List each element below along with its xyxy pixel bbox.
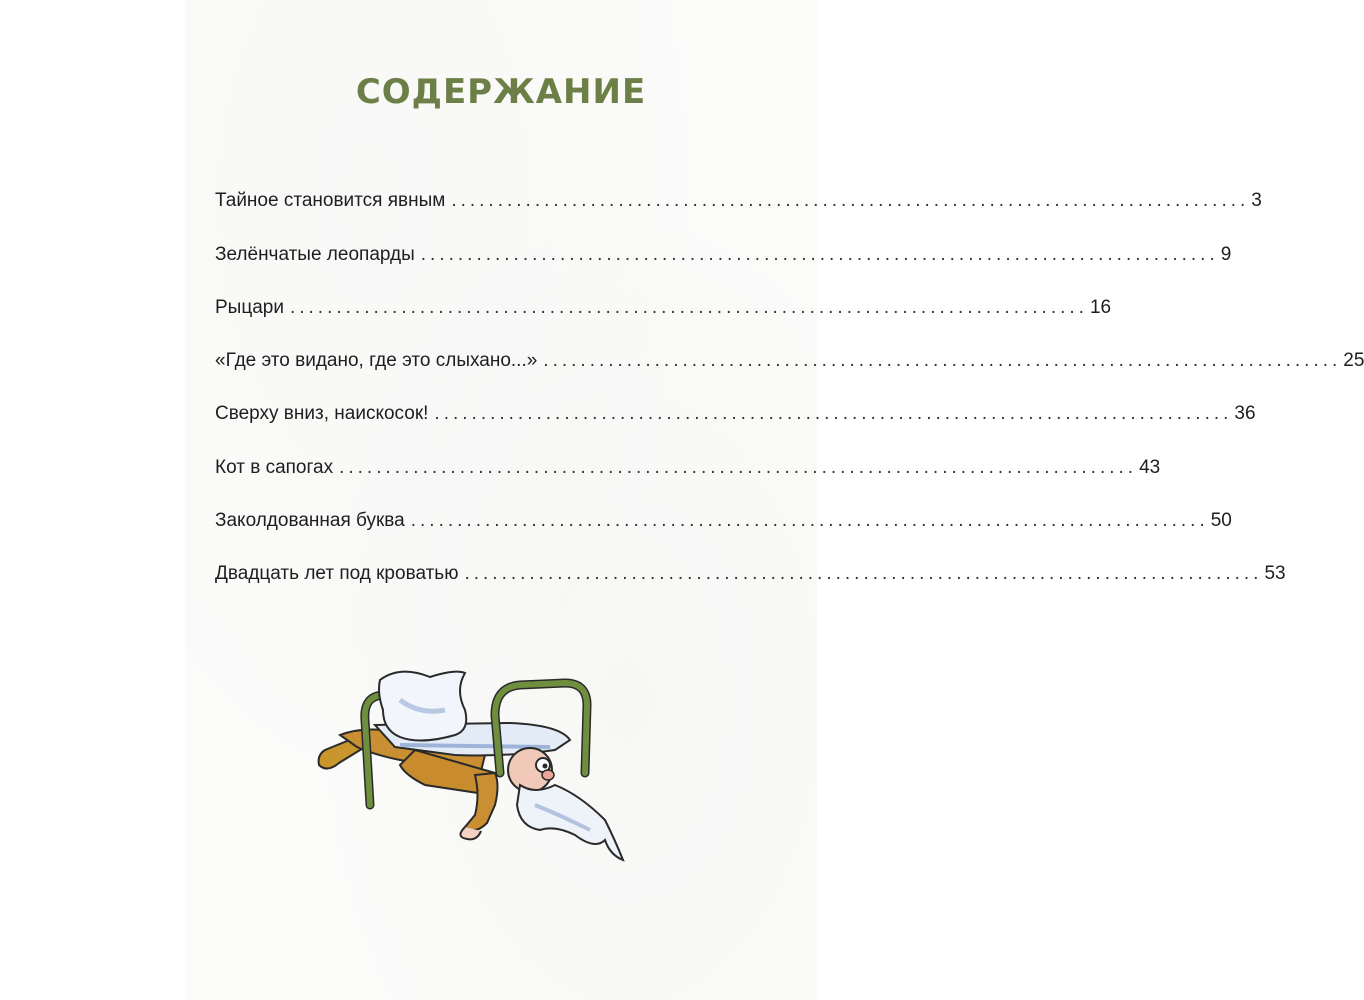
- toc-entry: [215, 510, 1232, 550]
- toc-entry-page: 43: [1139, 457, 1161, 478]
- toc-entry-title: Заколдованная буква: [215, 510, 405, 531]
- toc-entry: [215, 403, 1256, 443]
- dot-leader: ......................................................................................: [464, 563, 1263, 584]
- toc-entry-page: 9: [1220, 244, 1232, 265]
- toc-entry: [215, 244, 1232, 284]
- old-man-head: [508, 748, 554, 792]
- toc-entry-page: 50: [1210, 510, 1232, 531]
- toc-entry-title: Рыцари: [215, 297, 284, 318]
- dot-leader: ......................................................................................: [420, 244, 1219, 265]
- dot-leader: ......................................................................................: [410, 510, 1209, 531]
- toc-entry: [215, 190, 1262, 230]
- book-page: [185, 0, 1364, 1000]
- page-title: СОДЕРЖАНИЕ: [355, 72, 647, 112]
- dot-leader: ......................................................................................: [543, 350, 1342, 371]
- toc-entry-title: Кот в сапогах: [215, 457, 334, 478]
- man-under-bed-illustration: [305, 655, 665, 895]
- toc-entry: [215, 350, 1364, 390]
- dot-leader: ......................................................................................: [339, 457, 1138, 478]
- toc-entry: [215, 457, 1161, 497]
- dot-leader: ......................................................................................: [434, 403, 1233, 424]
- toc-entry-title: Двадцать лет под кроватью: [215, 563, 459, 584]
- toc-entry: [215, 563, 1286, 603]
- toc-entry-title: Сверху вниз, наискосок!: [215, 403, 429, 424]
- toc-entry-page: 36: [1234, 403, 1256, 424]
- toc-entry-page: 3: [1251, 190, 1262, 211]
- toc-entry-title: Тайное становится явным: [215, 190, 446, 211]
- toc-entry-page: 16: [1089, 297, 1112, 318]
- dot-leader: ......................................................................................: [451, 190, 1250, 211]
- toc-entry-title: Зелёнчатые леопарды: [215, 244, 415, 265]
- toc-entry-page: 53: [1264, 563, 1286, 584]
- toc-entry: [215, 297, 1112, 337]
- dot-leader: ......................................................................................: [289, 297, 1088, 318]
- toc-entry-title: «Где это видано, где это слыхано...»: [215, 350, 538, 371]
- pillow: [379, 672, 466, 741]
- toc-entry-page: 25: [1343, 350, 1364, 371]
